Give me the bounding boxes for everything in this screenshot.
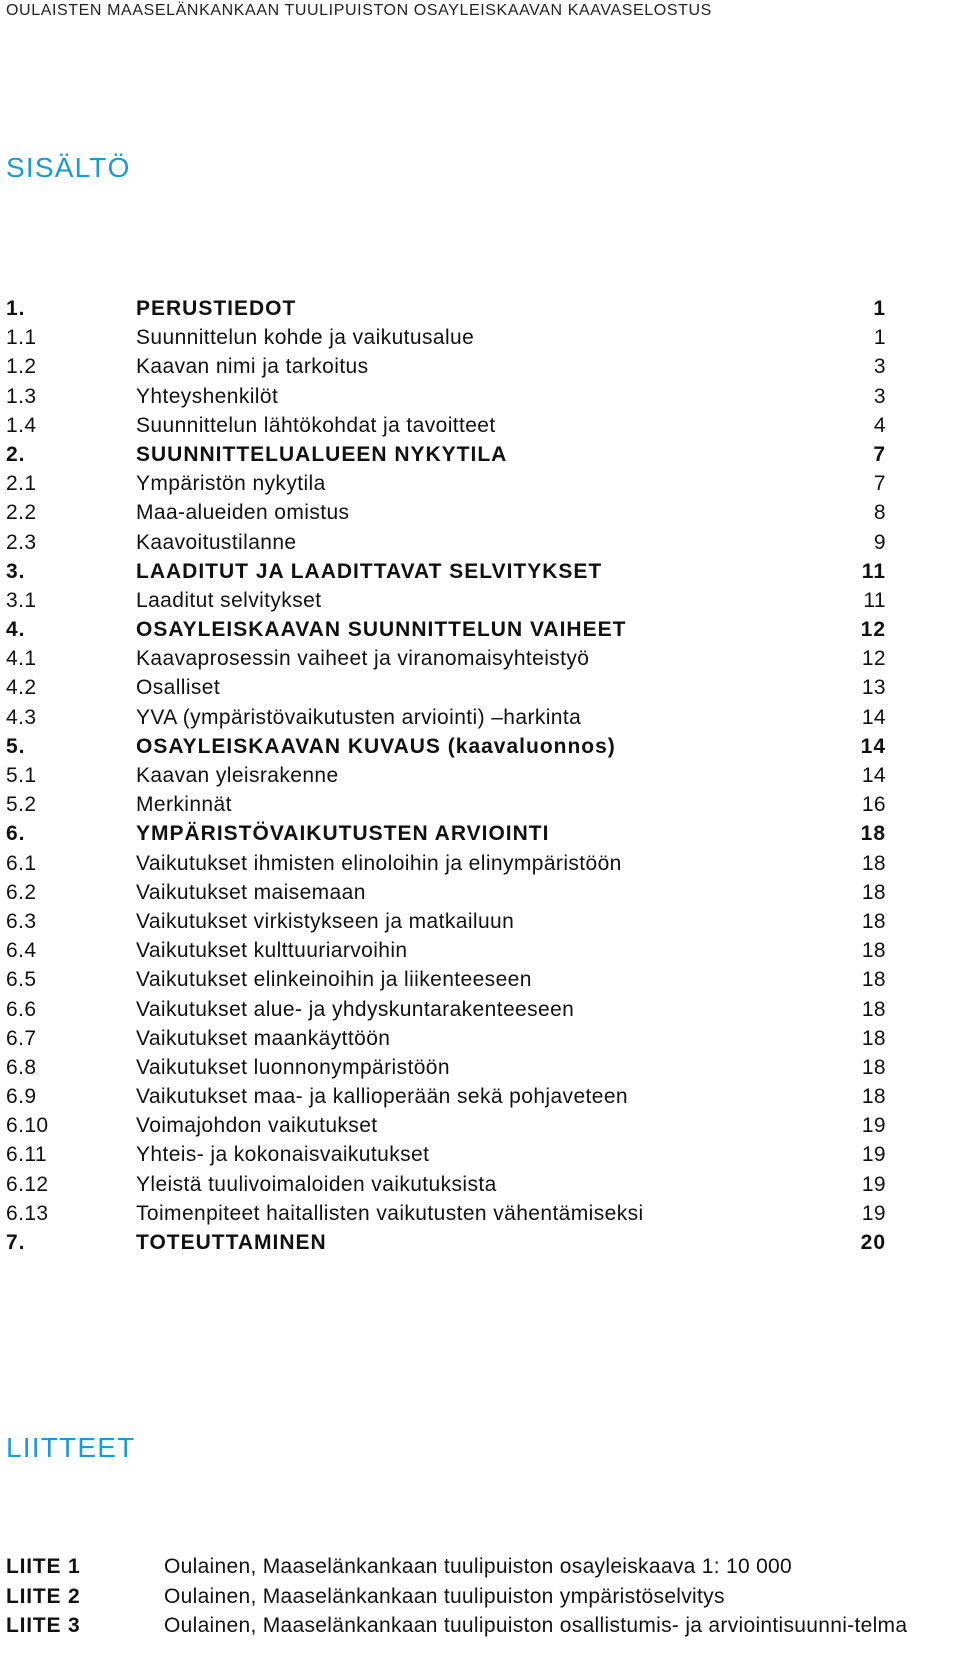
toc-entry[interactable] xyxy=(6,586,886,615)
toc-entry-title: YVA (ympäristövaikutusten arviointi) –harkinta xyxy=(136,705,582,729)
toc-page-number: 19 xyxy=(861,1114,886,1138)
toc-entry[interactable] xyxy=(6,936,886,965)
toc-page-number: 12 xyxy=(860,618,886,642)
toc-number: 6.2 xyxy=(6,880,37,904)
toc-number: 6.12 xyxy=(6,1172,49,1196)
toc-page-number: 4 xyxy=(873,413,886,437)
toc-entry[interactable] xyxy=(6,907,886,936)
toc-page-number: 18 xyxy=(861,1026,886,1050)
toc-number: 3.1 xyxy=(6,588,37,612)
toc-entry-title: Suunnittelun kohde ja vaikutusalue xyxy=(136,326,475,350)
toc-number: 6.1 xyxy=(6,851,37,875)
toc-page-number: 14 xyxy=(860,734,886,758)
toc-page-number: 18 xyxy=(861,909,886,933)
toc-number: 6.6 xyxy=(6,997,37,1021)
toc-chapter[interactable] xyxy=(6,1228,886,1257)
toc-entry-title: Merkinnät xyxy=(136,793,232,817)
toc-entry[interactable] xyxy=(6,1199,886,1228)
toc-entry-title: Vaikutukset ihmisten elinoloihin ja elinympäristöön xyxy=(136,851,622,875)
toc-entry[interactable] xyxy=(6,323,886,352)
toc-number: 4.3 xyxy=(6,705,37,729)
toc-entry-title: Kaavan yleisrakenne xyxy=(136,764,339,787)
document-header: OULAISTEN MAASELÄNKANKAAN TUULIPUISTON OSAYLEISKAAVAN KAAVASELOSTUS xyxy=(6,2,712,19)
toc-entry[interactable] xyxy=(6,790,886,819)
toc-entry-title: Vaikutukset virkistykseen ja matkailuun xyxy=(136,909,515,933)
toc-page-number: 13 xyxy=(861,676,886,700)
toc-entry-title: Vaikutukset maisemaan xyxy=(136,880,366,904)
toc-page-number: 20 xyxy=(860,1231,886,1254)
toc-entry-title: Vaikutukset luonnonympäristöön xyxy=(136,1055,450,1079)
toc-chapter[interactable] xyxy=(6,819,886,848)
toc-entry-title: Toimenpiteet haitallisten vaikutusten vähentämiseksi xyxy=(136,1201,644,1225)
toc-number: 2.3 xyxy=(6,530,37,554)
appendix-description: Oulainen, Maaselänkankaan tuulipuiston osayleiskaava 1: 10 000 xyxy=(164,1555,793,1578)
toc-number: 5.1 xyxy=(6,764,37,787)
toc-entry-title: Voimajohdon vaikutukset xyxy=(136,1114,378,1138)
toc-entry[interactable] xyxy=(6,1024,886,1053)
toc-entry-title: Kaavoitustilanne xyxy=(136,530,297,554)
toc-page-number: 7 xyxy=(873,472,886,496)
toc-chapter[interactable] xyxy=(6,557,886,586)
toc-number: 1.2 xyxy=(6,355,37,379)
toc-page-number: 9 xyxy=(873,530,886,554)
toc-entry[interactable] xyxy=(6,411,886,440)
toc-entry[interactable] xyxy=(6,965,886,994)
appendix-description: Oulainen, Maaselänkankaan tuulipuiston osallistumis- ja arviointisuunni-telma xyxy=(164,1614,908,1637)
toc-entry[interactable] xyxy=(6,382,886,411)
toc-entry-title: Vaikutukset maa- ja kallioperään sekä pohjaveteen xyxy=(136,1085,628,1109)
toc-entry[interactable] xyxy=(6,469,886,498)
toc-entry[interactable] xyxy=(6,1111,886,1140)
toc-page-number: 7 xyxy=(873,442,886,466)
toc-entry[interactable] xyxy=(6,352,886,381)
toc-page-number: 19 xyxy=(861,1143,886,1167)
toc-entry-title: OSAYLEISKAAVAN SUUNNITTELUN VAIHEET xyxy=(136,618,627,642)
toc-entry-title: LAADITUT JA LAADITTAVAT SELVITYKSET xyxy=(136,559,603,583)
toc-page-number: 3 xyxy=(873,355,886,379)
toc-number: 4.2 xyxy=(6,676,37,700)
toc-title: SISÄLTÖ xyxy=(6,152,131,183)
toc-chapter[interactable] xyxy=(6,440,886,469)
toc-page-number: 14 xyxy=(861,705,886,729)
toc-entry-title: TOTEUTTAMINEN xyxy=(136,1231,327,1254)
toc-page-number: 19 xyxy=(861,1172,886,1196)
toc-number: 6.5 xyxy=(6,968,37,992)
toc-number: 2.1 xyxy=(6,472,37,496)
toc-page-number: 11 xyxy=(861,559,886,583)
toc-entry-title: OSAYLEISKAAVAN KUVAUS (kaavaluonnos) xyxy=(136,734,616,758)
toc-entry[interactable] xyxy=(6,1140,886,1169)
toc-chapter[interactable] xyxy=(6,732,886,761)
toc-entry-title: Maa-alueiden omistus xyxy=(136,501,350,525)
toc-entry[interactable] xyxy=(6,878,886,907)
toc-entry[interactable] xyxy=(6,1170,886,1199)
toc-number: 5. xyxy=(6,734,26,758)
toc-page-number: 11 xyxy=(863,588,886,612)
toc-entry-title: Osalliset xyxy=(136,676,221,700)
toc-number: 1.1 xyxy=(6,326,37,350)
toc-entry[interactable] xyxy=(6,703,886,732)
toc-entry[interactable] xyxy=(6,849,886,878)
toc-entry-title: SUUNNITTELUALUEEN NYKYTILA xyxy=(136,442,508,466)
toc-number: 4. xyxy=(6,618,26,642)
table-of-contents xyxy=(6,294,886,1257)
toc-number: 6.13 xyxy=(6,1201,49,1225)
toc-number: 4.1 xyxy=(6,647,37,671)
toc-entry-title: Yleistä tuulivoimaloiden vaikutuksista xyxy=(136,1172,497,1196)
toc-page-number: 18 xyxy=(861,1055,886,1079)
toc-entry-title: Laaditut selvitykset xyxy=(136,588,322,612)
toc-chapter[interactable] xyxy=(6,615,886,644)
toc-entry-title: YMPÄRISTÖVAIKUTUSTEN ARVIOINTI xyxy=(136,822,550,846)
appendix-item xyxy=(6,1582,946,1612)
toc-entry-title: Vaikutukset alue- ja yhdyskuntarakenteeseen xyxy=(136,997,575,1021)
toc-number: 6.3 xyxy=(6,909,37,933)
toc-entry-title: Yhteis- ja kokonaisvaikutukset xyxy=(136,1143,430,1167)
toc-entry-title: PERUSTIEDOT xyxy=(136,297,297,320)
toc-page-number: 18 xyxy=(861,1085,886,1109)
appendix-description: Oulainen, Maaselänkankaan tuulipuiston ympäristöselvitys xyxy=(164,1584,725,1608)
toc-number: 1.3 xyxy=(6,384,37,408)
toc-number: 6.10 xyxy=(6,1114,49,1138)
toc-number: 6.9 xyxy=(6,1085,37,1109)
toc-number: 2.2 xyxy=(6,501,37,525)
toc-entry-title: Kaavaprosessin vaiheet ja viranomaisyhteistyö xyxy=(136,647,590,671)
toc-entry[interactable] xyxy=(6,644,886,673)
toc-entry-title: Yhteyshenkilöt xyxy=(136,384,279,408)
appendix-label: LIITE 3 xyxy=(6,1614,81,1637)
toc-number: 1. xyxy=(6,297,26,320)
toc-entry[interactable] xyxy=(6,1053,886,1082)
toc-page-number: 12 xyxy=(861,647,886,671)
appendices-title: LIITTEET xyxy=(6,1432,136,1463)
toc-entry[interactable] xyxy=(6,528,886,557)
toc-page-number: 18 xyxy=(861,968,886,992)
toc-page-number: 14 xyxy=(861,764,886,787)
toc-entry[interactable] xyxy=(6,995,886,1024)
toc-page-number: 16 xyxy=(861,793,886,817)
toc-entry-title: Suunnittelun lähtökohdat ja tavoitteet xyxy=(136,413,496,437)
appendix-label: LIITE 1 xyxy=(6,1555,81,1578)
toc-page-number: 18 xyxy=(861,939,886,963)
toc-page-number: 8 xyxy=(873,501,886,525)
toc-entry-title: Kaavan nimi ja tarkoitus xyxy=(136,355,369,379)
appendix-item xyxy=(6,1611,946,1641)
toc-entry[interactable] xyxy=(6,1082,886,1111)
toc-page-number: 18 xyxy=(861,880,886,904)
toc-number: 6.8 xyxy=(6,1055,37,1079)
toc-page-number: 19 xyxy=(861,1201,886,1225)
toc-number: 6.11 xyxy=(6,1143,47,1167)
toc-page-number: 18 xyxy=(861,997,886,1021)
appendix-label: LIITE 2 xyxy=(6,1584,81,1608)
toc-number: 2. xyxy=(6,442,26,466)
toc-page-number: 18 xyxy=(860,822,886,846)
appendix-item xyxy=(6,1552,946,1582)
toc-entry-title: Vaikutukset elinkeinoihin ja liikenteeseen xyxy=(136,968,532,992)
toc-number: 6.7 xyxy=(6,1026,37,1050)
toc-number: 6. xyxy=(6,822,26,846)
toc-page-number: 1 xyxy=(873,297,886,320)
appendices-list xyxy=(6,1552,946,1641)
toc-number: 7. xyxy=(6,1231,26,1254)
toc-page-number: 18 xyxy=(861,851,886,875)
toc-entry[interactable] xyxy=(6,498,886,527)
toc-page-number: 1 xyxy=(873,326,886,350)
toc-entry-title: Ympäristön nykytila xyxy=(136,472,326,496)
toc-chapter[interactable] xyxy=(6,294,886,323)
toc-entry[interactable] xyxy=(6,761,886,790)
toc-number: 3. xyxy=(6,559,26,583)
toc-number: 5.2 xyxy=(6,793,37,817)
toc-number: 6.4 xyxy=(6,939,37,963)
toc-number: 1.4 xyxy=(6,413,37,437)
toc-entry-title: Vaikutukset kulttuuriarvoihin xyxy=(136,939,408,963)
toc-entry-title: Vaikutukset maankäyttöön xyxy=(136,1026,391,1050)
toc-page-number: 3 xyxy=(873,384,886,408)
toc-entry[interactable] xyxy=(6,673,886,702)
